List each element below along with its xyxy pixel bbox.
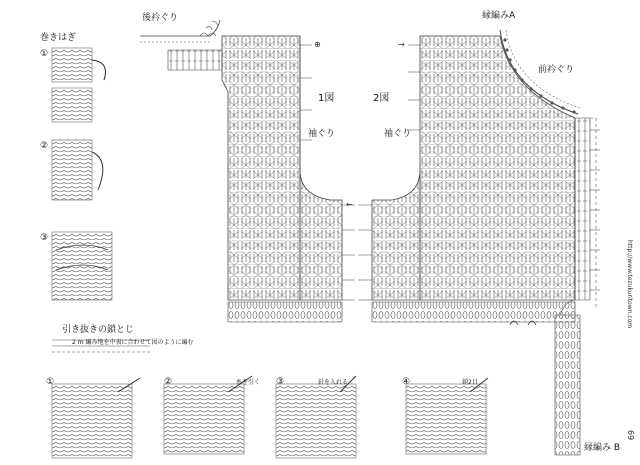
side-url: http://www.tezukuritown.com — [626, 240, 633, 329]
join-step-2: ② — [164, 377, 173, 387]
figure-1-label: 1図 — [318, 93, 335, 104]
side-seam-title: 巻きはぎ — [40, 33, 77, 43]
join-step-1: ① — [46, 377, 55, 387]
back-panel-chart — [140, 20, 342, 322]
join-step-3: ③ — [276, 377, 285, 387]
step3-note: 針を入れる — [318, 379, 349, 386]
side-step-1: ① — [40, 49, 49, 59]
join-step-4: ④ — [402, 377, 411, 387]
back-neck-label: 後衿ぐり — [142, 13, 179, 23]
figure-2-label: 2図 — [373, 93, 390, 104]
slip-join-title: 引き抜きの鎖とじ — [62, 325, 135, 335]
join-note: 2 m 編み地を中表に合わせて図のように編む — [72, 339, 194, 346]
arrow-left-symbol: ← — [346, 200, 353, 209]
side-seam-illustrations — [52, 48, 112, 300]
side-step-2: ② — [40, 141, 49, 151]
armhole-label-left: 袖ぐり — [308, 129, 336, 139]
step2-note: 糸を引く — [236, 379, 261, 386]
armhole-label-right: 袖ぐり — [384, 129, 412, 139]
step4-note: 鎖2目 — [462, 379, 478, 386]
edging-a-label: 縁編みA — [482, 11, 516, 21]
row-marker-symbol: ⊕ — [314, 40, 321, 49]
edging-b-label: 縁編み B — [584, 443, 621, 453]
arrow-right-symbol: → — [398, 40, 405, 49]
front-neck-label: 前衿ぐり — [538, 65, 575, 75]
page-number: 69 — [626, 430, 635, 441]
side-step-3: ③ — [40, 233, 49, 243]
